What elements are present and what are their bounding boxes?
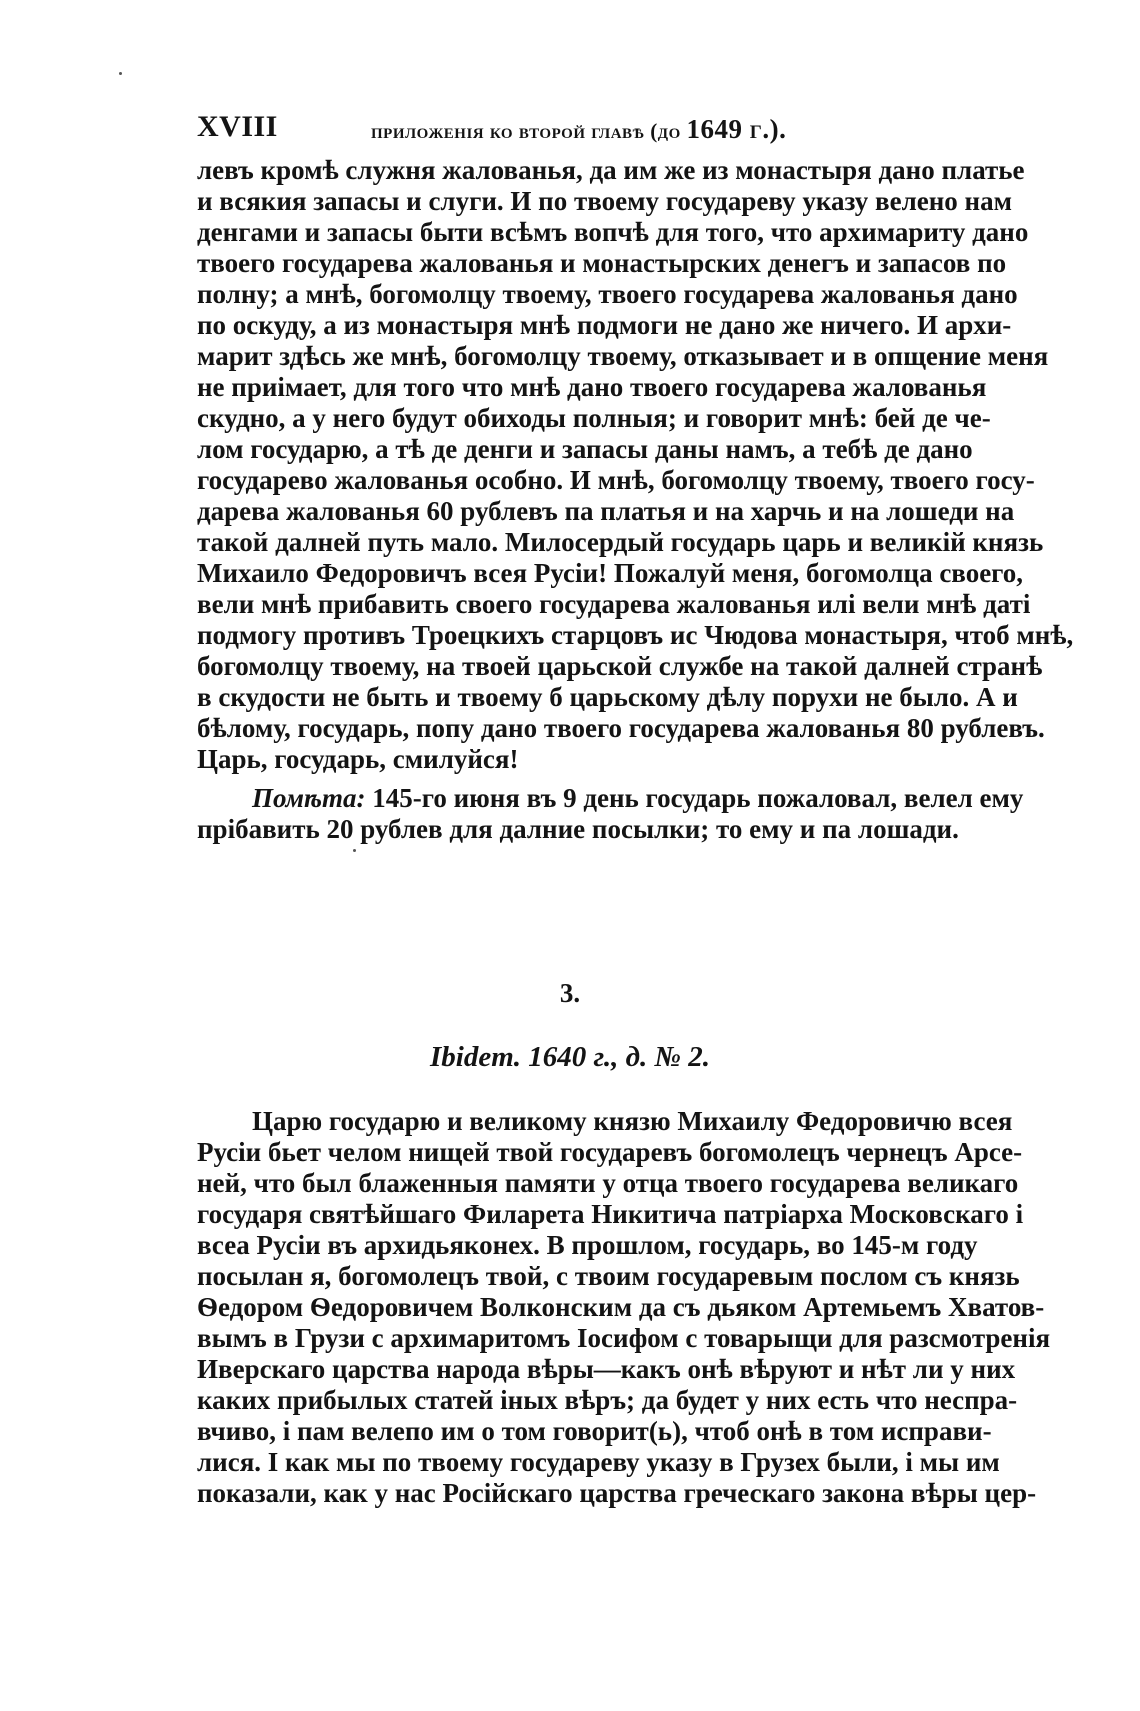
text-line: полну; а мнѣ, богомолцу твоему, твоего государева жалованья дано bbox=[197, 279, 1018, 309]
text-line: вчиво, і пам велепо им о том говорит(ь), чтоб онѣ в том исправи- bbox=[197, 1416, 992, 1446]
text-line: твоего государева жалованья и монастырских денегъ и запасов по bbox=[197, 248, 1007, 278]
text-line: дарева жалованья 60 рублевъ па платья и на харчь и на лошеди на bbox=[197, 496, 1015, 526]
text-line: Иверскаго царства народа вѣры—какъ онѣ вѣруют и нѣт ли у них bbox=[197, 1354, 1016, 1384]
text-line: Михаило Федоровичъ всея Русіи! Пожалуй меня, богомолца своего, bbox=[197, 558, 1024, 588]
section-number: 3. bbox=[559, 978, 581, 1008]
note-text: 145-го июня въ 9 день государь пожаловал, велел ему bbox=[372, 783, 1024, 813]
text-line: богомолцу твоему, на твоей царьской службе на такой далней странѣ bbox=[197, 651, 1043, 681]
text-line: марит здѣсь же мнѣ, богомолцу твоему, отказывает и в опщение меня bbox=[197, 341, 1049, 371]
running-title-text: приложенія ко второй главѣ (до bbox=[371, 119, 681, 143]
text-line: Ѳедором Ѳедоровичем Волконским да съ дьяком Артемьемъ Хватов- bbox=[197, 1292, 1045, 1322]
text-line: денгами и запасы быти всѣмъ вопчѣ для того, что архимариту дано bbox=[197, 217, 1029, 247]
note-line bbox=[252, 781, 1024, 815]
text-line: бѣлому, государь, попу дано твоего государева жалованья 80 рублевъ. bbox=[197, 713, 1045, 743]
text-line: не приімает, для того что мнѣ дано твоего государева жалованья bbox=[197, 372, 987, 402]
note-label: Помѣта: bbox=[252, 783, 366, 813]
page-speck bbox=[119, 72, 122, 75]
page-number: XVIII bbox=[197, 110, 278, 143]
text-line: посылан я, богомолецъ твой, с твоим государевым послом съ князь bbox=[197, 1261, 1020, 1291]
text-line: государя святѣйшаго Филарета Никитича патріарха Московскаго і bbox=[197, 1199, 1024, 1229]
running-header bbox=[197, 110, 897, 150]
text-line: вели мнѣ прибавить своего государева жалованья илі вели мнѣ даті bbox=[197, 589, 1031, 619]
text-line: показали, как у нас Російскаго царства греческаго закона вѣры цер- bbox=[197, 1478, 1037, 1508]
text-line: всеа Русіи въ архидьяконех. В прошлом, государь, во 145-м году bbox=[197, 1230, 978, 1260]
text-line: такой далней путь мало. Милосердый государь царь и великій князь bbox=[197, 527, 1044, 557]
running-title-year: 1649 г.). bbox=[686, 114, 787, 144]
text-line: каких прибылых статей іных вѣръ; да будет у них есть что неспра- bbox=[197, 1385, 1018, 1415]
note-line: прібавить 20 рублев для далние посылки; то ему и па лошади. bbox=[197, 814, 959, 844]
text-line: Русіи бьет челом нищей твой государевъ богомолецъ чернецъ Арсе- bbox=[197, 1137, 1023, 1167]
text-line: вымъ в Грузи с архимаритомъ Іосифом с товарыщи для разсмотренія bbox=[197, 1323, 1051, 1353]
text-line: в скудости не быть и твоему б царьскому дѣлу порухи не было. А и bbox=[197, 682, 1018, 712]
text-line: левъ кромѣ служня жалованья, да им же из монастыря дано платье bbox=[197, 155, 1025, 185]
text-line: Царю государю и великому князю Михаилу Федоровичю всея bbox=[252, 1106, 1013, 1136]
text-line: лом государю, а тѣ де денги и запасы даны намъ, а тебѣ де дано bbox=[197, 434, 973, 464]
text-line: подмогу противъ Троецкихъ старцовъ ис Чюдова монастыря, чтоб мнѣ, bbox=[197, 620, 1074, 650]
page-speck bbox=[353, 849, 356, 852]
text-line: лися. І как мы по твоему государеву указу в Грузех были, і мы им bbox=[197, 1447, 1000, 1477]
text-line: и всякия запасы и слуги. И по твоему государеву указу велено нам bbox=[197, 186, 1012, 216]
text-line: государево жалованья особно. И мнѣ, богомолцу твоему, твоего госу- bbox=[197, 465, 1035, 495]
section-source: Ibidem. 1640 г., д. № 2. bbox=[429, 1041, 711, 1073]
text-line: ней, что был блаженныя памяти у отца твоего государева великаго bbox=[197, 1168, 1019, 1198]
text-line: Царь, государь, смилуйся! bbox=[197, 744, 519, 774]
text-line: скудно, а у него будут обиходы полныя; и говорит мнѣ: бей де че- bbox=[197, 403, 991, 433]
running-title bbox=[371, 114, 786, 145]
text-line: по оскуду, а из монастыря мнѣ подмоги не дано же ничего. И архи- bbox=[197, 310, 1012, 340]
